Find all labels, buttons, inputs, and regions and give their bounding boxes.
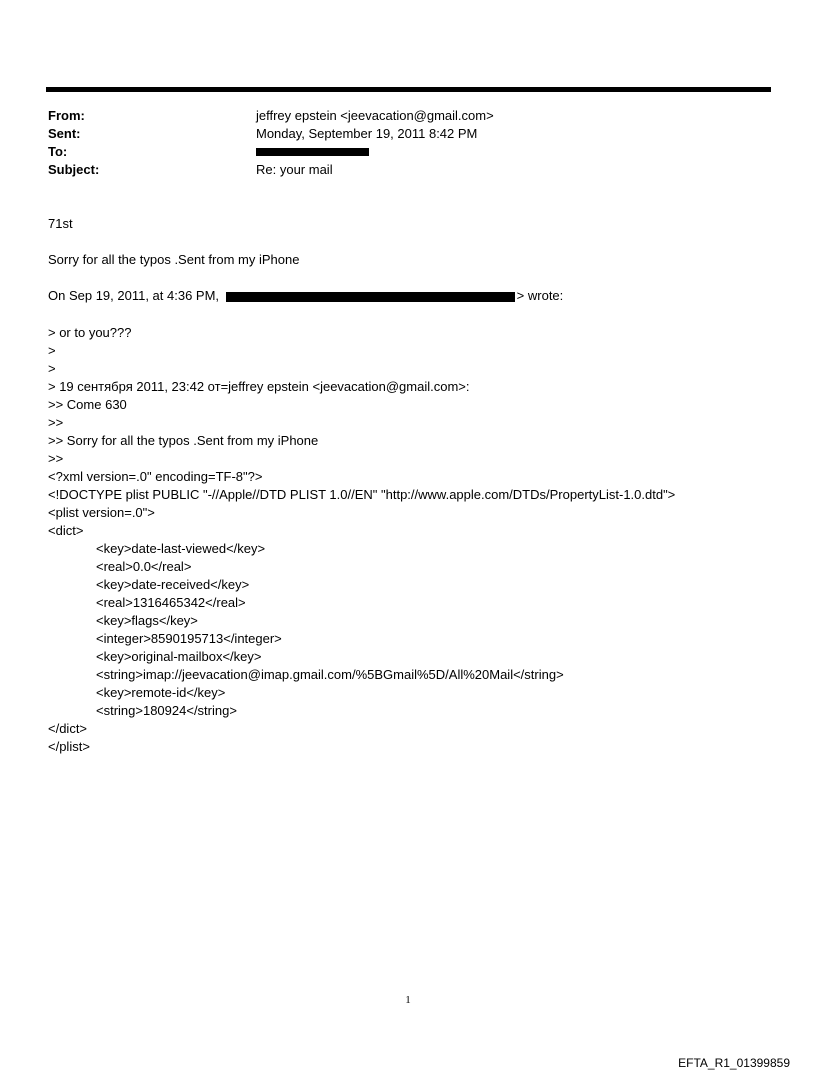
sent-label: Sent: [48,126,81,141]
to-label: To: [48,144,68,159]
quoted-line: >> Come 630 [48,397,127,412]
xml-line: <?xml version=.0" encoding=TF-8"?> [48,469,263,484]
xml-indented-line: <key>remote-id</key> [96,685,226,700]
xml-line: <plist version=.0"> [48,505,155,520]
xml-indented-line: <string>180924</string> [96,703,237,718]
redaction-bar [226,292,515,302]
subject-value: Re: your mail [256,162,333,177]
subject-label: Subject: [48,162,100,177]
xml-indented-line: <key>flags</key> [96,613,198,628]
page-number: 1 [405,994,411,1006]
quoted-line: >> Sorry for all the typos .Sent from my iPhone [48,433,319,448]
xml-end-line: </plist> [48,739,90,754]
xml-indented-line: <key>date-last-viewed</key> [96,541,266,556]
quoted-line: >> [48,415,64,430]
xml-line: <dict> [48,523,84,538]
redaction-bar [256,148,369,156]
quoted-line: > [48,361,56,376]
quoted-line: > 19 сентября 2011, 23:42 от=jeffrey epstein <jeevacation@gmail.com>: [48,379,470,394]
xml-indented-line: <real>1316465342</real> [96,595,246,610]
from-value: jeffrey epstein <jeevacation@gmail.com> [256,108,494,123]
xml-indented-line: <integer>8590195713</integer> [96,631,282,646]
xml-end-line: </dict> [48,721,88,736]
body-line-71st: 71st [48,216,73,231]
document-id: EFTA_R1_01399859 [678,1056,790,1070]
quoted-line: > [48,343,56,358]
wrote-prefix: On Sep 19, 2011, at 4:36 PM, [48,288,220,303]
xml-line: <!DOCTYPE plist PUBLIC "-//Apple//DTD PLIST 1.0//EN" "http://www.apple.com/DTDs/PropertyList-1.0.dtd"> [48,487,676,502]
wrote-line [48,287,563,305]
xml-indented-line: <key>date-received</key> [96,577,250,592]
quoted-line: > or to you??? [48,325,132,340]
quoted-line: >> [48,451,64,466]
xml-indented-line: <string>imap://jeevacation@imap.gmail.com/%5BGmail%5D/All%20Mail</string> [96,667,564,682]
xml-indented-line: <key>original-mailbox</key> [96,649,262,664]
from-label: From: [48,108,85,123]
signature-line: Sorry for all the typos .Sent from my iPhone [48,252,300,267]
xml-indented-line: <real>0.0</real> [96,559,192,574]
sent-value: Monday, September 19, 2011 8:42 PM [256,126,478,141]
wrote-suffix: > wrote: [516,288,564,303]
header-rule [46,87,771,92]
